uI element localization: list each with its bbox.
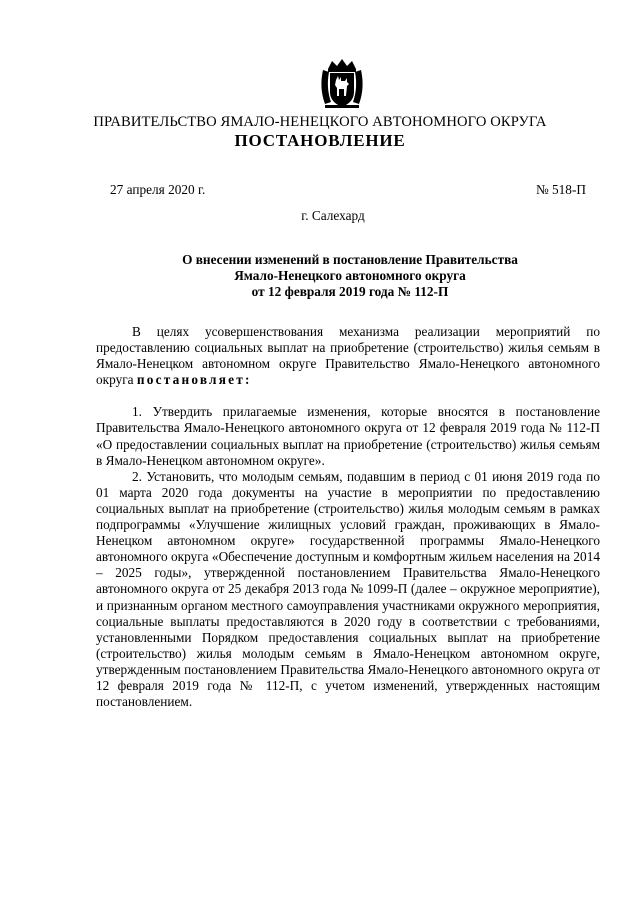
item-2-paragraph: 2. Установить, что молодым семьям, подавшим в период с 01 июня 2019 года по 01 марта 2020 года документы на участие в мероприятии по предоставлению социальных выплат на приобретение (строительство) жилья молодым семьям в рамках подпрограммы «Улучшение жилищных условий граждан, проживающих в Ямало-Ненецком автономном округе» государственной программы Ямало-Ненецкого автономного округа «Обеспечение доступным и комфортным жильем населения на 2014 – 2025 годы», утвержденной постановлением Правительства Ямало-Ненецкого автономного округа от 25 декабря 2013 года № 1099-П (далее – окружное мероприятие), и признанным органом местного самоуправления участниками окружного мероприятия, социальные выплаты предоставляются в 2020 году в соответствии с требованиями, установленными Порядком предоставления социальных выплат на приобретение (строительство) жилья молодым семьям в Ямало-Ненецком автономном округе, утвержденным постановлением Правительства Ямало-Ненецкого автономного округа от 12 февраля 2019 года № 112-П, с учетом изменений, утвержденных настоящим постановлением. [96, 468, 600, 710]
subject-line: О внесении изменений в постановление Правительства [182, 252, 518, 267]
document-type-heading: ПОСТАНОВЛЕНИЕ [234, 131, 406, 150]
preamble-paragraph [96, 324, 600, 388]
government-title: ПРАВИТЕЛЬСТВО ЯМАЛО-НЕНЕЦКОГО АВТОНОМНОГО ОКРУГА [93, 114, 547, 130]
preamble-text: В целях усовершенствования механизма реализации мероприятий по предоставлению социальных выплат на приобретение (строительство) жилья семьям в Ямало-Ненецком автономном округе Правительство Ямало-Ненецкого автономного округа [96, 324, 600, 388]
document-city: г. Салехард [301, 208, 365, 223]
subject-line: Ямало-Ненецкого автономного округа [234, 268, 466, 283]
document-date: 27 апреля 2020 г. [110, 182, 206, 197]
decree-word: постановляет: [136, 372, 252, 388]
item-1-paragraph: 1. Утвердить прилагаемые изменения, которые вносятся в постановление Правительства Ямало-Ненецкого автономного округа от 12 февраля 2019 года № 112-П «О предоставлении социальных выплат на приобретение (строительство) жилья семьям в Ямало-Ненецком автономном округе». [96, 404, 600, 468]
document-number: № 518-П [536, 182, 586, 197]
document-body [96, 324, 600, 710]
subject-line: от 12 февраля 2019 года № 112-П [251, 284, 449, 299]
coat-of-arms-icon [319, 58, 365, 110]
document-subject [150, 252, 550, 300]
